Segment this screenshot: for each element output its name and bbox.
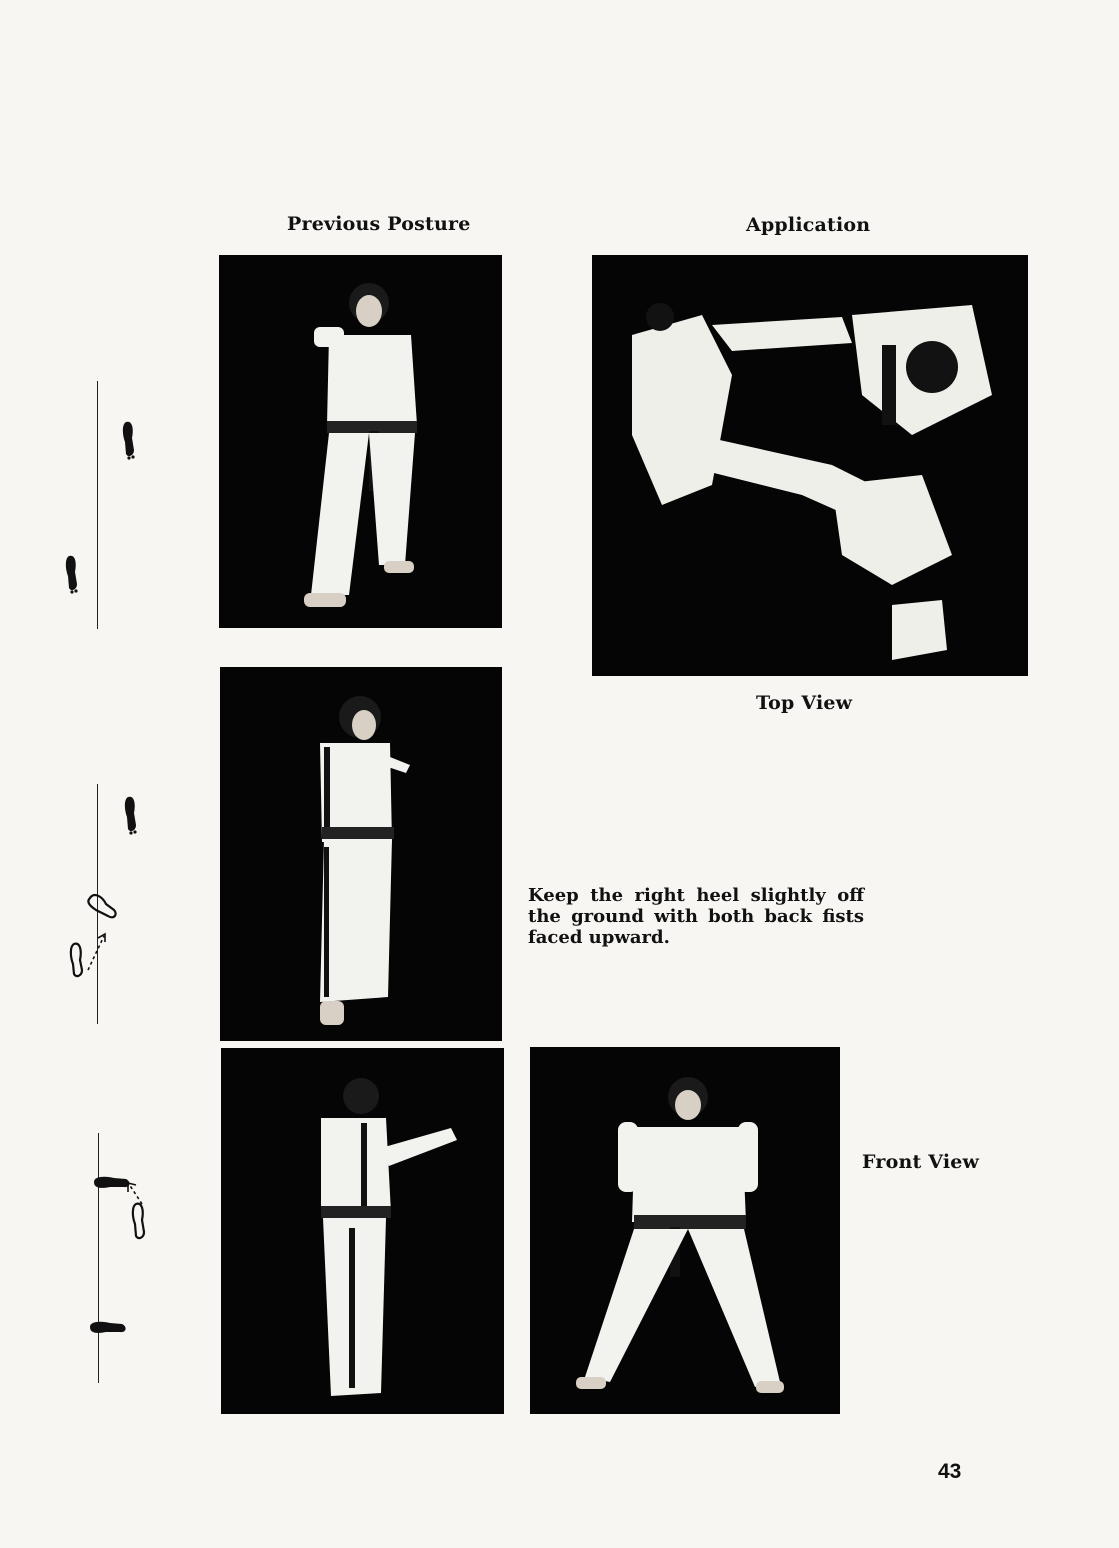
footprint-icon bbox=[128, 1202, 150, 1242]
page-number: 43 bbox=[938, 1460, 962, 1483]
footprint-icon bbox=[122, 795, 142, 835]
footstep-guide-line bbox=[97, 381, 98, 629]
photo-application-top-view bbox=[592, 255, 1028, 676]
figure-front-stance bbox=[530, 1047, 840, 1414]
photo-previous-posture bbox=[219, 255, 502, 628]
footprint-icon bbox=[120, 420, 140, 460]
photo-stance-transition bbox=[220, 667, 502, 1041]
footstep-guide-line bbox=[98, 1133, 99, 1383]
figure-side-block bbox=[221, 1048, 504, 1414]
photo-side-view-block bbox=[221, 1048, 504, 1414]
footprint-icon bbox=[63, 554, 83, 594]
figure-stepping bbox=[220, 667, 502, 1041]
caption-previous-posture: Previous Posture bbox=[287, 213, 471, 235]
instruction-text: Keep the right heel slightly off the ground with both back fists faced upward. bbox=[528, 885, 864, 948]
figure-standing-punch bbox=[219, 255, 502, 628]
caption-front-view: Front View bbox=[862, 1151, 980, 1173]
footprint-icon bbox=[86, 892, 120, 924]
caption-top-view: Top View bbox=[756, 692, 853, 714]
caption-application: Application bbox=[746, 214, 871, 236]
photo-front-view bbox=[530, 1047, 840, 1414]
footprint-icon bbox=[68, 942, 88, 980]
figures-sparring-top-view bbox=[592, 255, 1028, 676]
footprint-icon bbox=[88, 1318, 130, 1338]
